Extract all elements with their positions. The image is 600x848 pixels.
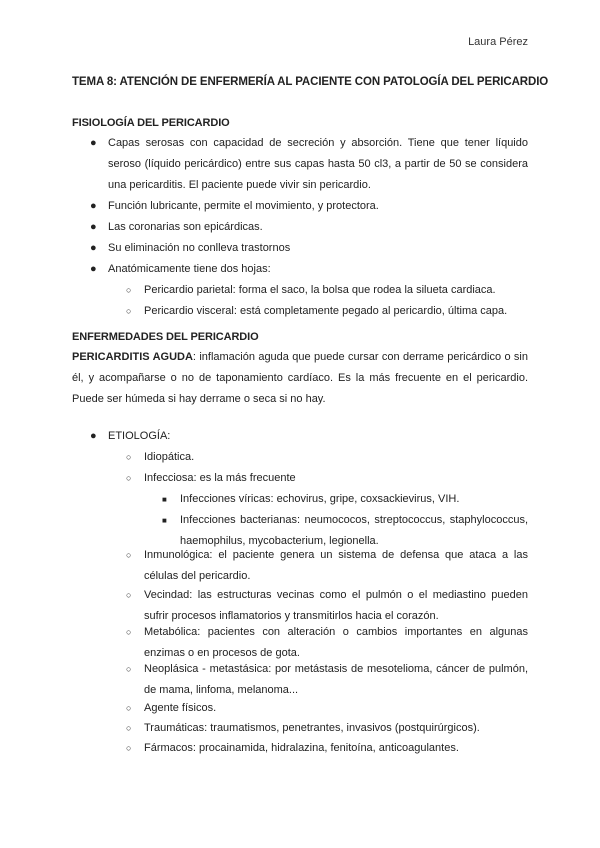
infection-item: Infecciones bacterianas: neumococos, streptococcus, staphylococcus, haemophilus, mycobacterium, legionella. — [180, 514, 528, 547]
bullet-dot: ● — [90, 221, 97, 233]
bullet-circle: ○ — [126, 473, 132, 483]
etiology-item: Agente físicos. — [144, 702, 217, 714]
bullet-circle: ○ — [126, 723, 132, 733]
intro-paragraph — [72, 347, 528, 410]
etiology-item: Traumáticas: traumatismos, penetrantes, invasivos (postquirúrgicos). — [144, 722, 480, 734]
bullet-square: ■ — [162, 495, 167, 504]
bullet-dot: ● — [90, 242, 97, 254]
list-item: Su eliminación no conlleva trastornos — [108, 242, 291, 254]
author-name: Laura Pérez — [468, 36, 528, 48]
bullet-dot: ● — [90, 263, 97, 275]
bullet-circle: ○ — [126, 452, 132, 462]
bullet-circle: ○ — [126, 285, 132, 295]
bullet-dot: ● — [90, 430, 97, 442]
etiology-item: Vecindad: las estructuras vecinas como el pulmón o el mediastino pueden sufrir procesos inflamatorios y transmitirlos hacia el corazón. — [144, 589, 528, 622]
bullet-circle: ○ — [126, 306, 132, 316]
bullet-circle: ○ — [126, 664, 132, 674]
bullet-circle: ○ — [126, 590, 132, 600]
etiology-item: Infecciosa: es la más frecuente — [144, 472, 296, 484]
etiology-item: Neoplásica - metastásica: por metástasis de mesotelioma, cáncer de pulmón, de mama, linfoma, melanoma... — [144, 663, 528, 696]
page-title: TEMA 8: ATENCIÓN DE ENFERMERÍA AL PACIENTE CON PATOLOGÍA DEL PERICARDIO — [72, 76, 549, 88]
etiology-item: Idiopática. — [144, 451, 195, 463]
bullet-circle: ○ — [126, 550, 132, 560]
bullet-square: ■ — [162, 516, 167, 525]
list-item: Función lubricante, permite el movimiento, y protectora. — [108, 200, 379, 212]
bullet-dot: ● — [90, 137, 97, 149]
bullet-circle: ○ — [126, 743, 132, 753]
etiology-item: Metabólica: pacientes con alteración o cambios importantes en algunas enzimas o en procesos de gota. — [144, 626, 528, 659]
bullet-circle: ○ — [126, 703, 132, 713]
etiology-item: Inmunológica: el paciente genera un sistema de defensa que ataca a las células del pericardio. — [144, 549, 528, 582]
sub-list-item: Pericardio visceral: está completamente pegado al pericardio, última capa. — [144, 305, 508, 317]
intro-definition: : inflamación aguda que puede cursar con derrame pericárdico o sin él, y acompañarse o no de taponamiento cardíaco. Es la más frecuente en el pericardio. Puede ser húmeda si hay derrame o seca si no hay. — [72, 351, 528, 405]
infection-item: Infecciones víricas: echovirus, gripe, coxsackievirus, VIH. — [180, 493, 460, 505]
bullet-dot: ● — [90, 200, 97, 212]
list-item: Las coronarias son epicárdicas. — [108, 221, 263, 233]
section-heading-fisiologia: FISIOLOGÍA DEL PERICARDIO — [72, 117, 230, 129]
bullet-circle: ○ — [126, 627, 132, 637]
etiology-item: Fármacos: procainamida, hidralazina, fenitoína, anticoagulantes. — [144, 742, 459, 754]
list-item: Anatómicamente tiene dos hojas: — [108, 263, 271, 275]
section-heading-enfermedades: ENFERMEDADES DEL PERICARDIO — [72, 331, 259, 343]
sub-list-item: Pericardio parietal: forma el saco, la bolsa que rodea la silueta cardiaca. — [144, 284, 496, 296]
intro-term: PERICARDITIS AGUDA — [72, 351, 193, 363]
etiology-label: ETIOLOGÍA: — [108, 430, 171, 442]
list-item: Capas serosas con capacidad de secreción y absorción. Tiene que tener líquido seroso (líquido pericárdico) entre sus capas hasta 50 cl3, a partir de 50 se considera una pericarditis. El paciente puede vivir sin pericardio. — [108, 137, 528, 191]
